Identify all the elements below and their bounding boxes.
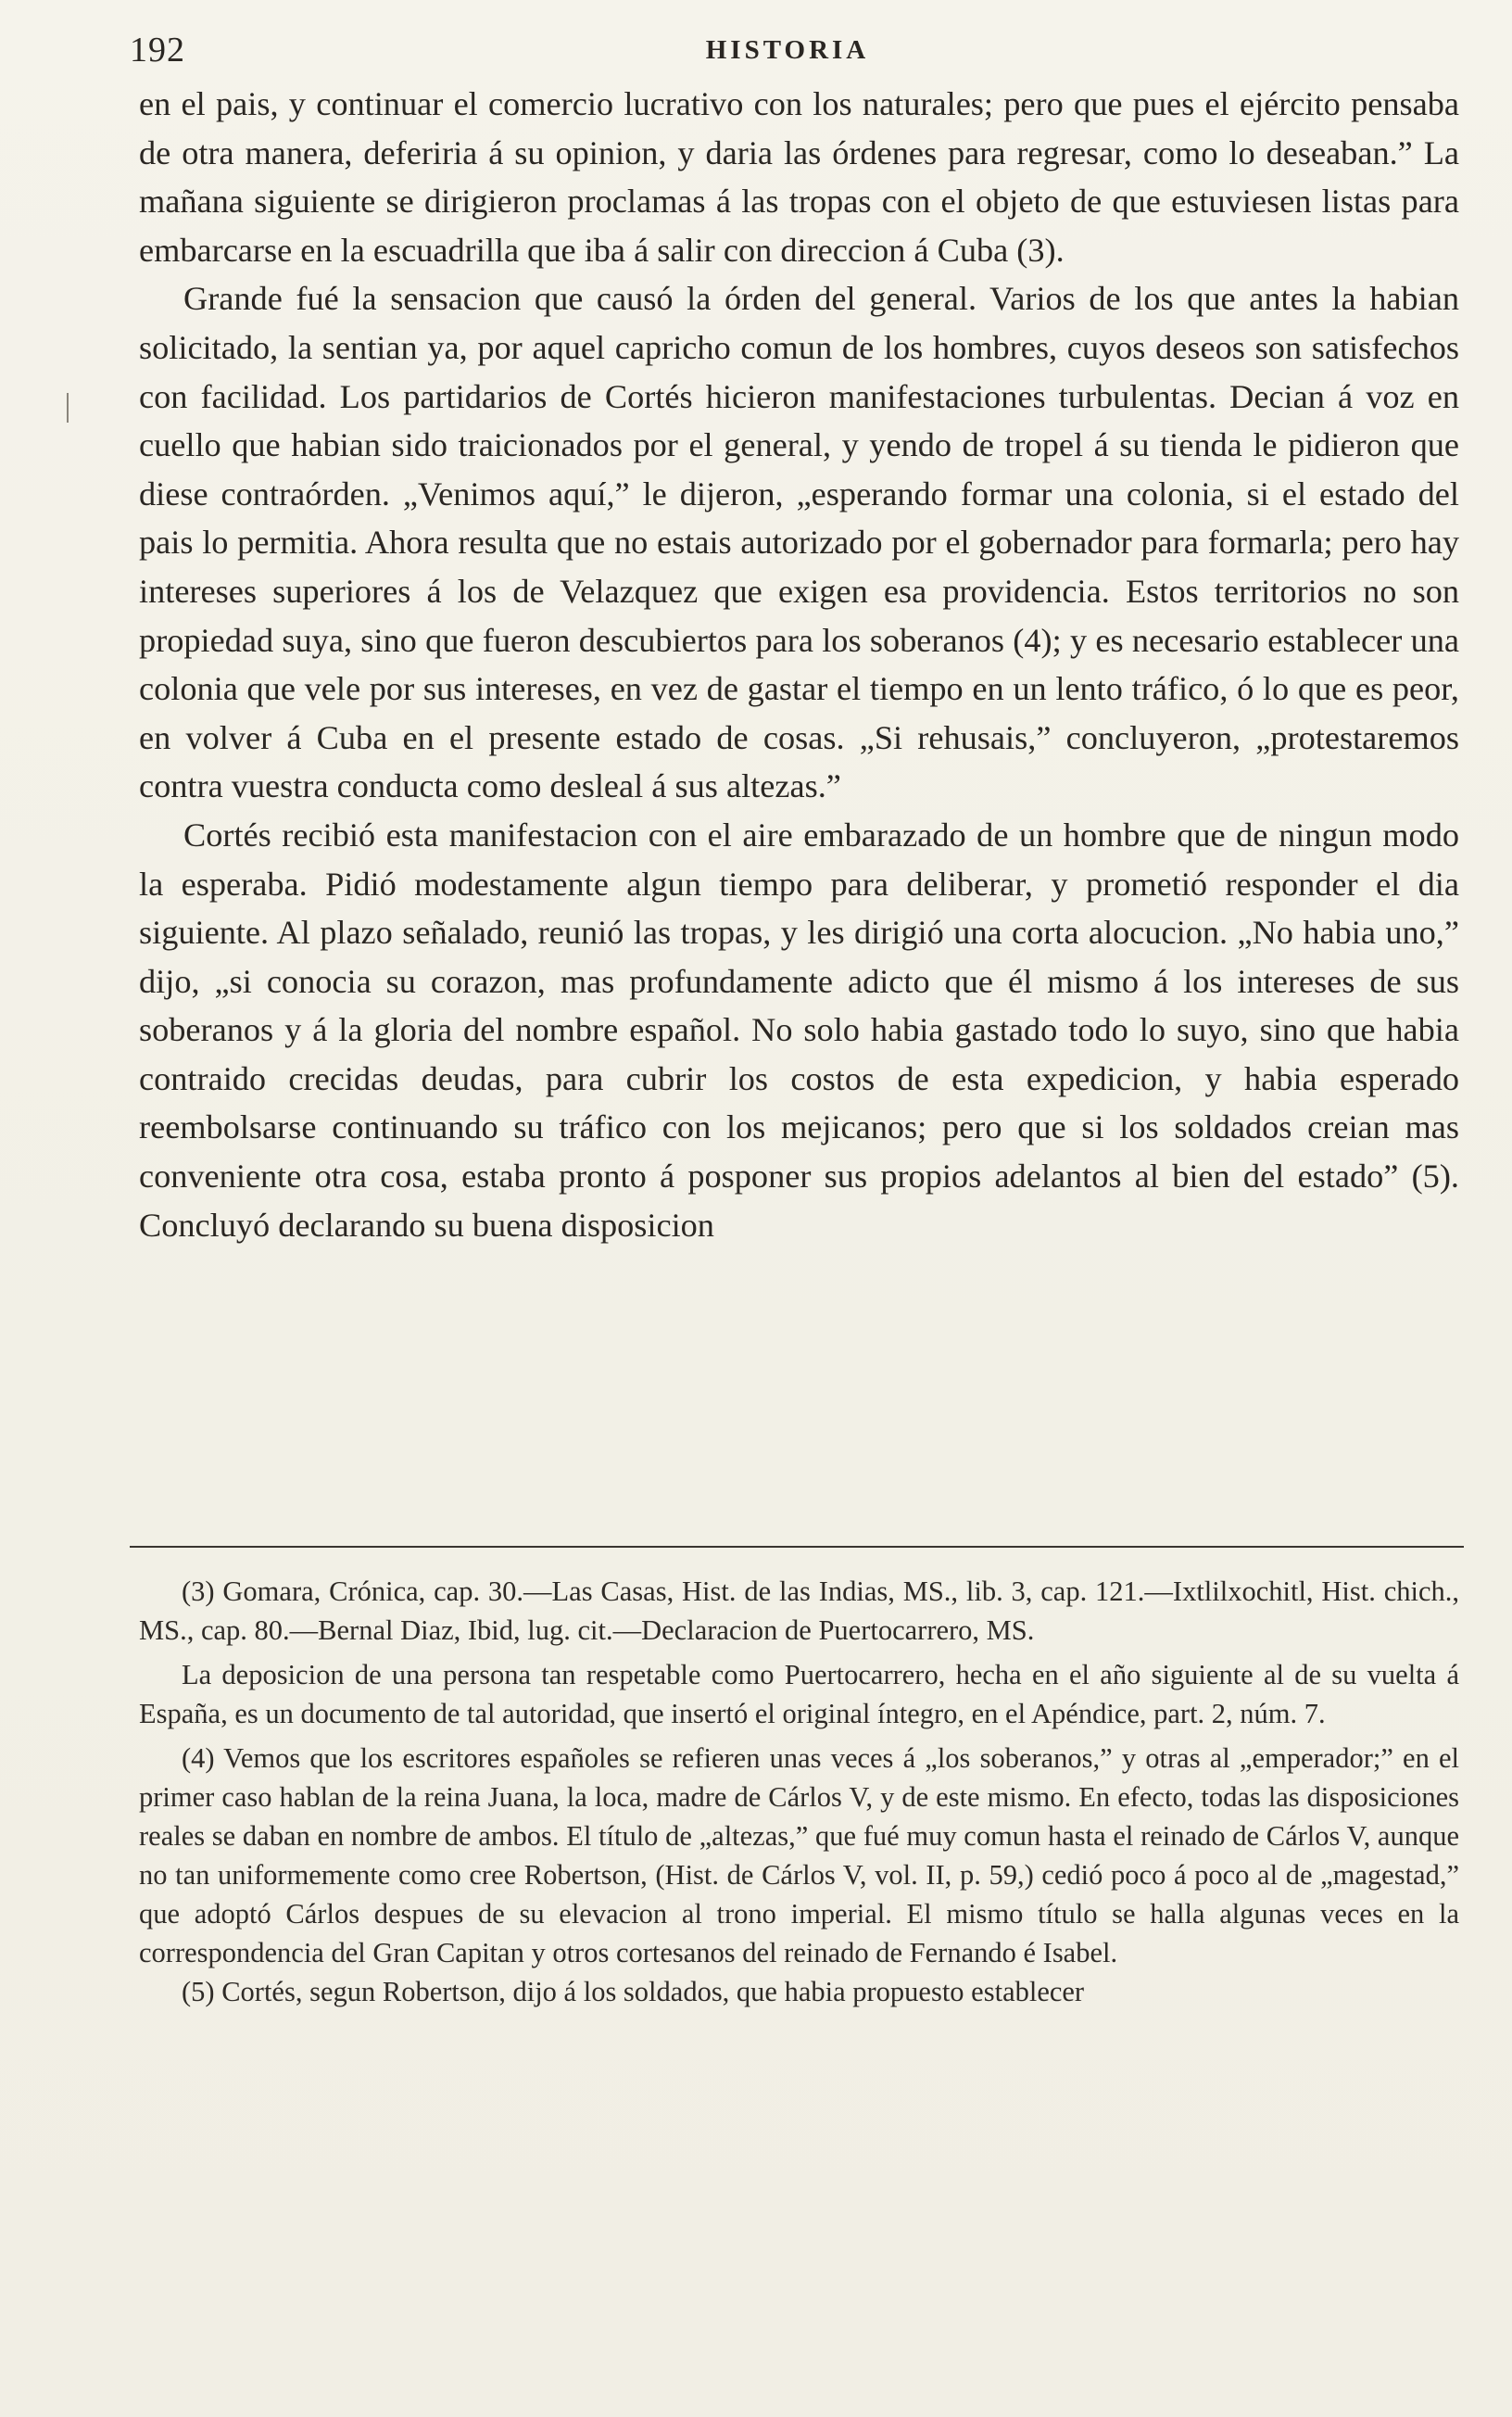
running-title: HISTORIA (705, 35, 870, 65)
paragraph-1: en el pais, y continuar el comercio lucrativo con los naturales; pero que pues el ejército pensaba de otra manera, deferiria á su opinion, y daria las órdenes para regresar, como lo deseaban.” La mañana siguiente se dirigieron proclamas á las tropas con el objeto de que estuviesen listas para embarcarse en la escuadrilla que iba á salir con direccion á Cuba (3). (139, 85, 1459, 269)
footnote-3-continuation: La deposicion de una persona tan respetable como Puertocarrero, hecha en el año siguiente al de su vuelta á España, es un documento de tal autoridad, que insertó el original íntegro, en el Apéndice, part. 2, núm. 7. (139, 1659, 1459, 1729)
footnote-divider (130, 1546, 1464, 1548)
paragraph-2: Grande fué la sensacion que causó la órden del general. Varios de los que antes la habian solicitado, la sentian ya, por aquel capricho comun de los hombres, cuyos deseos son satisfechos con facilidad. Los partidarios de Cortés hicieron manifestaciones turbulentas. Decian á voz en cuello que habian sido traicionados por el general, y yendo de tropel á su tienda le pidieron que diese contraórden. „Venimos aquí,” le dijeron, „esperando formar una colonia, si el estado del pais lo permitia. Ahora resulta que no estais autorizado por el gobernador para formarla; pero hay intereses superiores á los de Velazquez que exigen esa providencia. Estos territorios no son propiedad suya, sino que fueron descubiertos para los soberanos (4); y es necesario establecer una colonia que vele por sus intereses, en vez de gastar el tiempo en un lento tráfico, ó lo que es peor, en volver á Cuba en el presente estado de cosas. „Si rehusais,” concluyeron, „protestaremos contra vuestra conducta como desleal á sus altezas.” (139, 280, 1459, 805)
footnote-4: (4) Vemos que los escritores españoles se refieren unas veces á „los soberanos,” y otras al „emperador;” en el primer caso hablan de la reina Juana, la loca, madre de Cárlos V, y de este mismo. En efecto, todas las disposiciones reales se daban en nombre de ambos. El título de „altezas,” que fué muy comun hasta el reinado de Cárlos V, aunque no tan uniformemente como cree Robertson, (Hist. de Cárlos V, vol. II, p. 59,) cedió poco á poco al de „magestad,” que adoptó Cárlos despues de su elevacion al trono imperial. El mismo título se halla algunas veces en la correspondencia del Gran Capitan y otros cortesanos del reinado de Fernando é Isabel. (139, 1742, 1459, 1968)
page-header (130, 30, 1445, 70)
paragraph-3: Cortés recibió esta manifestacion con el aire embarazado de un hombre que de ningun modo la esperaba. Pidió modestamente algun tiempo para deliberar, y prometió responder el dia siguiente. Al plazo señalado, reunió las tropas, y les dirigió una corta alocucion. „No habia uno,” dijo, „si conocia su corazon, mas profundamente adicto que él mismo á los intereses de sus soberanos y á la gloria del nombre español. No solo habia gastado todo lo suyo, sino que habia contraido crecidas deudas, para cubrir los costos de esta expedicion, y habia esperado reembolsarse continuando su tráfico con los mejicanos; pero que si los soldados creian mas conveniente otra cosa, estaba pronto á posponer sus propios adelantos al bien del estado” (5). Concluyó declarando su buena disposicion (139, 816, 1459, 1244)
footnote-3: (3) Gomara, Crónica, cap. 30.—Las Casas, Hist. de las Indias, MS., lib. 3, cap. 121.—Ixtlilxochitl, Hist. chich., MS., cap. 80.—Bernal Diaz, Ibid, lug. cit.—Declaracion de Puertocarrero, MS. (139, 1575, 1459, 1646)
main-text (139, 80, 1459, 1249)
footnotes (139, 1572, 1459, 2011)
margin-mark (67, 393, 69, 423)
footnote-5: (5) Cortés, segun Robertson, dijo á los soldados, que habia propuesto establecer (182, 1976, 1085, 2007)
page-number: 192 (130, 31, 185, 70)
